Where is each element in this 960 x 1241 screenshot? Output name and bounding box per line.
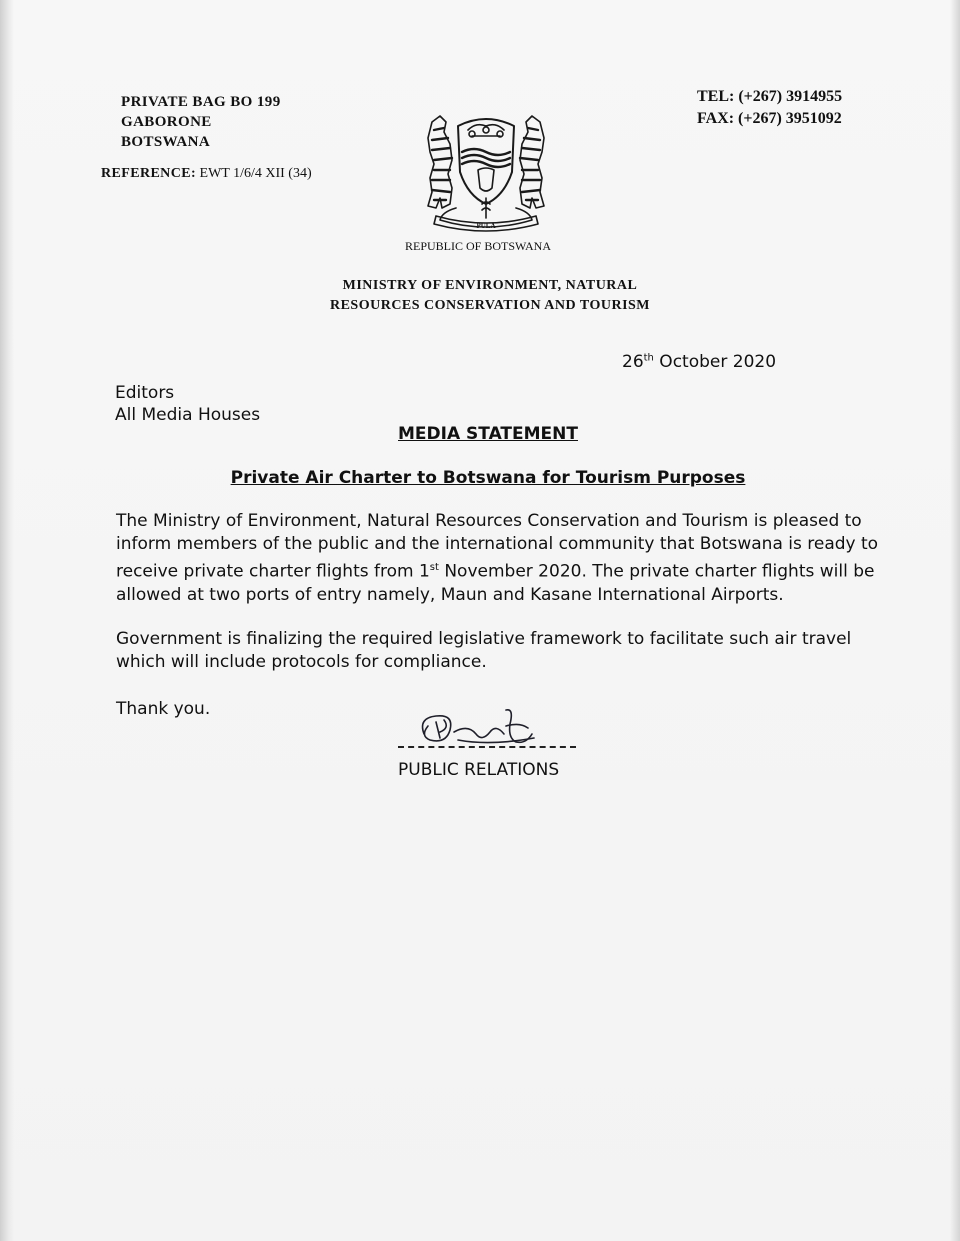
line-text: receive private charter flights from 1 [116, 561, 430, 582]
paragraph-line: inform members of the public and the international community that Botswana is ready to [116, 534, 879, 554]
page-shadow-right [950, 0, 960, 1241]
fax-label: FAX: [697, 110, 735, 127]
letter-date [622, 352, 776, 372]
body-paragraph-1 [116, 510, 878, 607]
reference [101, 166, 312, 182]
signatory-title: PUBLIC RELATIONS [398, 760, 560, 780]
recipient-line: All Media Houses [115, 405, 261, 425]
ministry-line: RESOURCES CONSERVATION AND TOURISM [329, 298, 651, 313]
address-line: GABORONE [121, 114, 212, 130]
statement-subject: Private Air Charter to Botswana for Tourism Purposes [230, 468, 746, 488]
date-rest: October 2020 [653, 352, 777, 372]
reference-label: REFERENCE: [101, 166, 197, 181]
ordinal-suffix: st [429, 562, 439, 573]
address-line: PRIVATE BAG BO 199 [121, 94, 281, 110]
paragraph-line [116, 556, 878, 584]
paragraph-line: which will include protocols for compliance. [116, 652, 487, 672]
date-suffix: th [643, 352, 654, 364]
date-day: 26 [622, 352, 644, 372]
line-text: November 2020. The private charter flights will be [438, 561, 875, 582]
ministry-line: MINISTRY OF ENVIRONMENT, NATURAL [342, 278, 638, 293]
statement-heading: MEDIA STATEMENT [398, 424, 578, 444]
reference-value: EWT 1/6/4 XII (34) [199, 166, 312, 181]
ministry-name [260, 276, 720, 316]
paragraph-line: allowed at two ports of entry namely, Maun and Kasane International Airports. [116, 584, 784, 605]
contact-block [697, 86, 842, 130]
republic-caption: REPUBLIC OF BOTSWANA [404, 239, 551, 253]
tel-value: (+267) 3914955 [738, 88, 843, 105]
closing-line: Thank you. [116, 699, 211, 719]
paragraph-line: The Ministry of Environment, Natural Resources Conservation and Tourism is pleased to [116, 511, 862, 531]
postal-address [121, 92, 281, 152]
crest-motto: PULA [476, 222, 496, 230]
recipient-line: Editors [115, 383, 175, 403]
fax-value: (+267) 3951092 [738, 110, 842, 127]
signature-line [398, 746, 576, 748]
coat-of-arms-icon [412, 108, 560, 234]
paragraph-line: Government is finalizing the required legislative framework to facilitate such air travel [116, 629, 852, 649]
tel-label: TEL: [697, 88, 735, 105]
recipients [115, 382, 260, 426]
address-line: BOTSWANA [121, 134, 211, 150]
page-shadow-left [0, 0, 14, 1241]
body-paragraph-2 [116, 628, 851, 674]
handwritten-signature [410, 704, 550, 752]
